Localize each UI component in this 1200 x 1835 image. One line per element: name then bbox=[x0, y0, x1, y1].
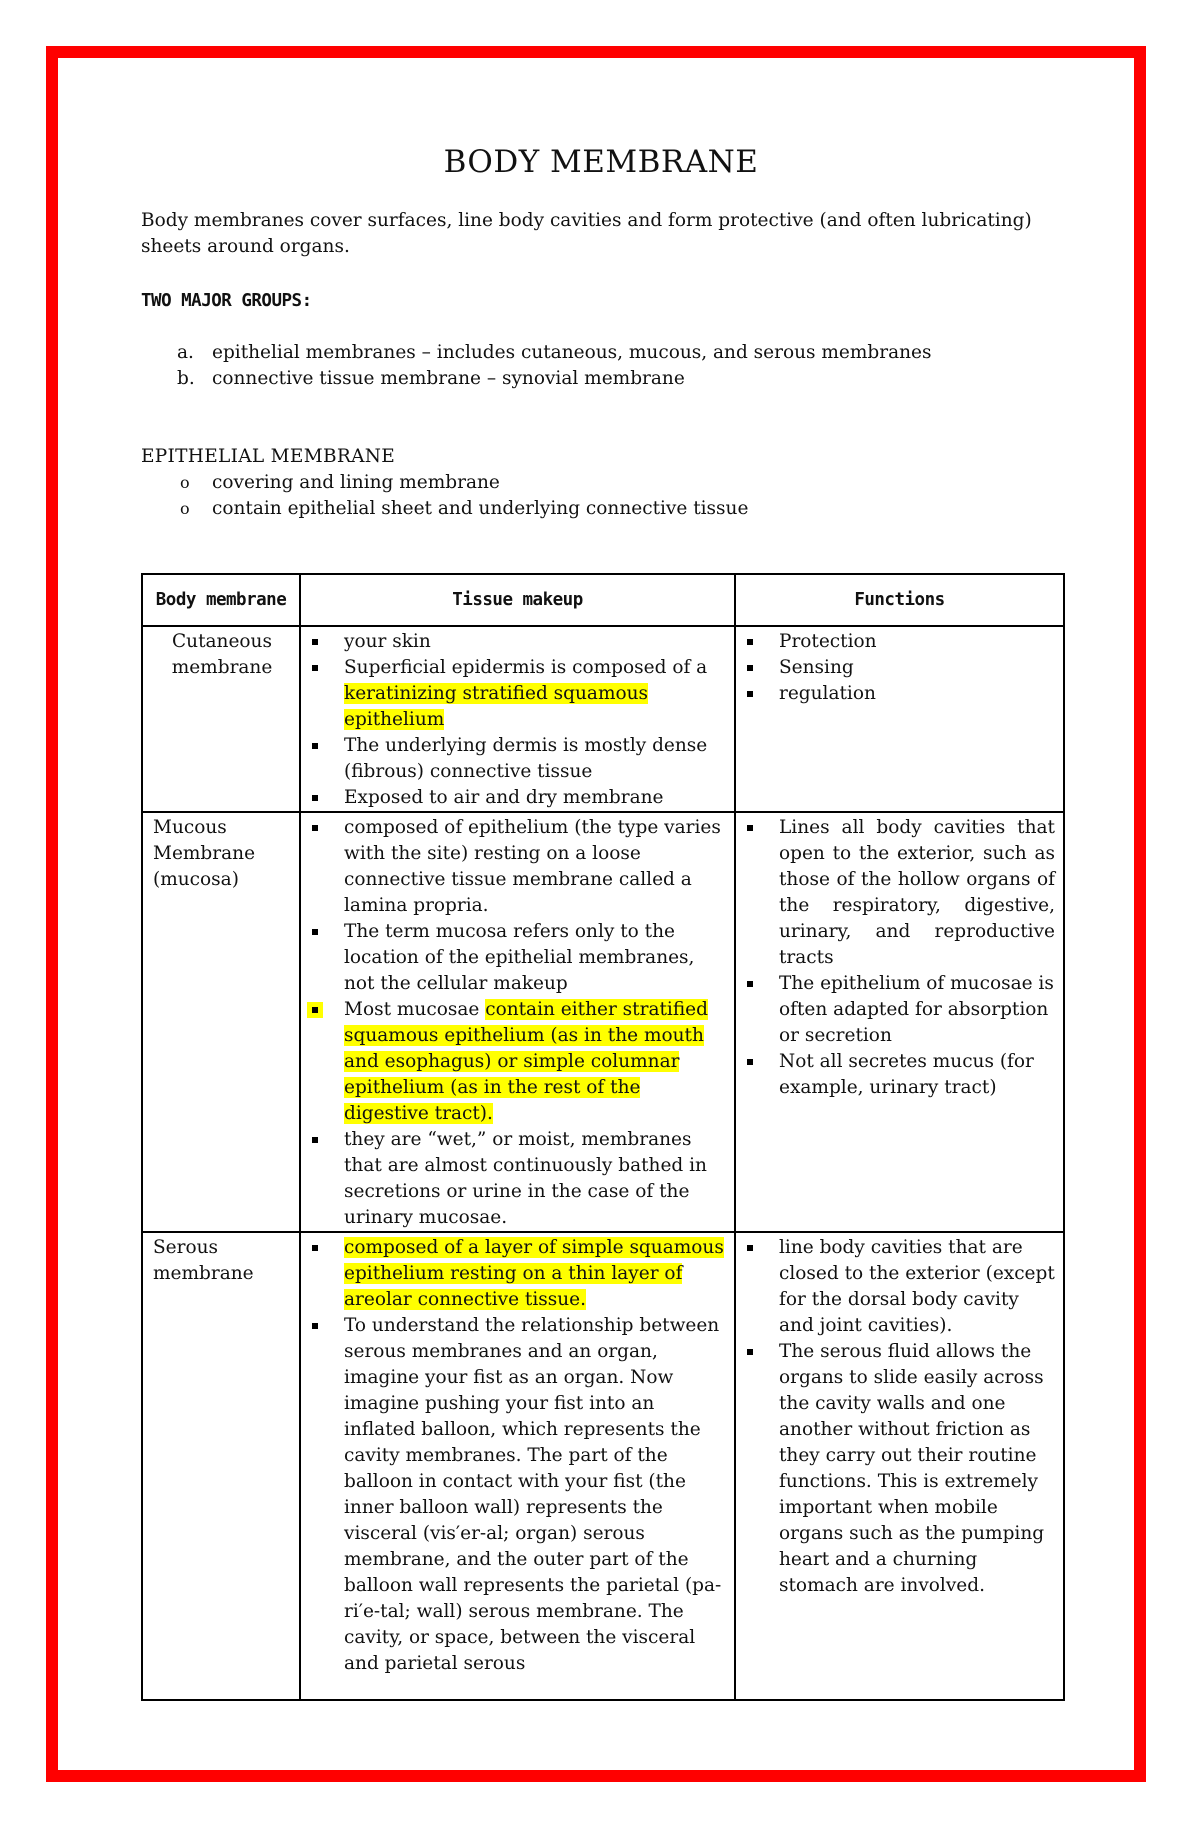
list-item: they are “wet,” or moist, membranes that are almost continuously bathed in secretions or urine in the case of the urinary mucosae. bbox=[301, 1127, 726, 1231]
square-bullet-icon bbox=[747, 1349, 753, 1355]
tissue-list bbox=[301, 813, 734, 1231]
groups-list bbox=[141, 340, 932, 392]
tissue-cell bbox=[300, 1232, 735, 1700]
square-bullet-icon bbox=[312, 639, 318, 645]
highlighted-text: keratinizing stratified squamous epithelium bbox=[344, 683, 649, 730]
epithelial-heading: EPITHELIAL MEMBRANE bbox=[141, 446, 396, 467]
list-item: regulation bbox=[736, 681, 1055, 707]
list-item: To understand the relationship between serous membranes and an organ, imagine your fist as an organ. Now imagine pushing your fist into an inflated balloon, which represents the cavity membranes. The part of the balloon in contact with your fist (the inner balloon wall) represents the visceral (vis′er-al; organ) serous membrane, and the outer part of the balloon wall represents the parietal (pa-ri′e-tal; wall) serous membrane. The cavity, or space, between the visceral and parietal serous bbox=[301, 1313, 726, 1677]
highlighted-text: composed of a layer of simple squamous epithelium resting on a thin layer of areolar connective tissue. bbox=[344, 1237, 724, 1310]
list-item bbox=[141, 496, 748, 522]
square-bullet-icon bbox=[312, 743, 318, 749]
membrane-name-cell bbox=[142, 1232, 300, 1700]
membrane-name-cell bbox=[142, 626, 300, 812]
square-bullet-icon bbox=[312, 1137, 318, 1143]
list-item bbox=[301, 1235, 726, 1313]
list-item: The term mucosa refers only to the location of the epithelial membranes, not the cellular makeup bbox=[301, 919, 726, 997]
functions-cell bbox=[735, 812, 1064, 1232]
functions-cell bbox=[735, 1232, 1064, 1700]
square-bullet-icon bbox=[312, 1245, 318, 1251]
list-item: Most mucosae contain either stratified squamous epithelium (as in the mouth and esophagus) or simple columnar epithelium (as in the rest of the digestive tract). bbox=[301, 997, 726, 1127]
list-item bbox=[141, 470, 748, 496]
highlighted-text: contain either stratified squamous epithelium (as in the mouth and esophagus) or simple columnar epithelium (as in the rest of the digestive tract). bbox=[344, 999, 708, 1124]
list-marker: b. bbox=[177, 368, 195, 389]
square-bullet-icon bbox=[312, 1323, 318, 1329]
square-bullet-icon bbox=[312, 825, 318, 831]
membrane-name-cell bbox=[142, 812, 300, 1232]
list-marker: a. bbox=[177, 342, 194, 363]
functions-list bbox=[736, 1233, 1063, 1599]
functions-cell bbox=[735, 626, 1064, 812]
list-item: Lines all body cavities that open to the exterior, such as those of the hollow organs of the respiratory, digestive, urinary, and reproductive tracts bbox=[736, 815, 1055, 971]
square-bullet-icon bbox=[312, 1007, 318, 1013]
circle-bullet-icon: o bbox=[180, 473, 190, 492]
column-header: Body membrane bbox=[142, 574, 300, 626]
column-header: Functions bbox=[735, 574, 1064, 626]
list-item: Superficial epidermis is composed of a keratinizing stratified squamous epithelium bbox=[301, 655, 726, 733]
column-header: Tissue makeup bbox=[300, 574, 735, 626]
tissue-list bbox=[301, 1233, 734, 1677]
square-bullet-icon bbox=[747, 639, 753, 645]
list-item: composed of epithelium (the type varies with the site) resting on a loose connective tissue membrane called a lamina propria. bbox=[301, 815, 726, 919]
list-item-text: epithelial membranes – includes cutaneous, mucous, and serous membranes bbox=[212, 342, 932, 363]
table-row bbox=[142, 812, 1064, 1232]
square-bullet-icon bbox=[747, 1245, 753, 1251]
list-item: Not all secretes mucus (for example, urinary tract) bbox=[736, 1049, 1055, 1101]
membrane-name: Mucous Membrane (mucosa) bbox=[153, 817, 256, 890]
list-item bbox=[141, 366, 932, 392]
circle-bullet-icon: o bbox=[180, 499, 190, 518]
square-bullet-icon bbox=[747, 665, 753, 671]
intro-paragraph: Body membranes cover surfaces, line body cavities and form protective (and often lubricating) sheets around organs. bbox=[141, 210, 1032, 257]
table-row bbox=[142, 1232, 1064, 1700]
functions-list bbox=[736, 627, 1063, 707]
list-item: The epithelium of mucosae is often adapted for absorption or secretion bbox=[736, 971, 1055, 1049]
square-bullet-icon bbox=[747, 1059, 753, 1065]
list-item: Protection bbox=[736, 629, 1055, 655]
tissue-cell bbox=[300, 812, 735, 1232]
tissue-cell bbox=[300, 626, 735, 812]
list-item-text: connective tissue membrane – synovial membrane bbox=[212, 368, 685, 389]
groups-heading: TWO MAJOR GROUPS: bbox=[141, 291, 312, 311]
table-header-row bbox=[142, 574, 1064, 626]
membrane-name: Serous membrane bbox=[153, 1237, 254, 1284]
functions-list bbox=[736, 813, 1063, 1101]
list-item bbox=[141, 340, 932, 366]
square-bullet-icon bbox=[312, 929, 318, 935]
epithelial-list bbox=[141, 470, 748, 522]
square-bullet-icon bbox=[747, 825, 753, 831]
list-item-text: contain epithelial sheet and underlying connective tissue bbox=[212, 498, 749, 519]
list-item: your skin bbox=[301, 629, 726, 655]
list-item: Exposed to air and dry membrane bbox=[301, 785, 726, 811]
list-item-text: covering and lining membrane bbox=[212, 472, 500, 493]
table-row bbox=[142, 626, 1064, 812]
tissue-list bbox=[301, 627, 734, 811]
membrane-name: Cutaneous membrane bbox=[171, 631, 273, 678]
page-title: BODY MEMBRANE bbox=[443, 144, 759, 180]
square-bullet-icon bbox=[747, 691, 753, 697]
list-item: Sensing bbox=[736, 655, 1055, 681]
square-bullet-icon bbox=[747, 981, 753, 987]
membrane-table bbox=[141, 573, 1065, 1701]
list-item: line body cavities that are closed to the exterior (except for the dorsal body cavity and joint cavities). bbox=[736, 1235, 1055, 1339]
square-bullet-icon bbox=[312, 665, 318, 671]
list-item: The underlying dermis is mostly dense (fibrous) connective tissue bbox=[301, 733, 726, 785]
square-bullet-icon bbox=[312, 795, 318, 801]
list-item: The serous fluid allows the organs to slide easily across the cavity walls and one another without friction as they carry out their routine functions. This is extremely important when mobile organs such as the pumping heart and a churning stomach are involved. bbox=[736, 1339, 1055, 1599]
